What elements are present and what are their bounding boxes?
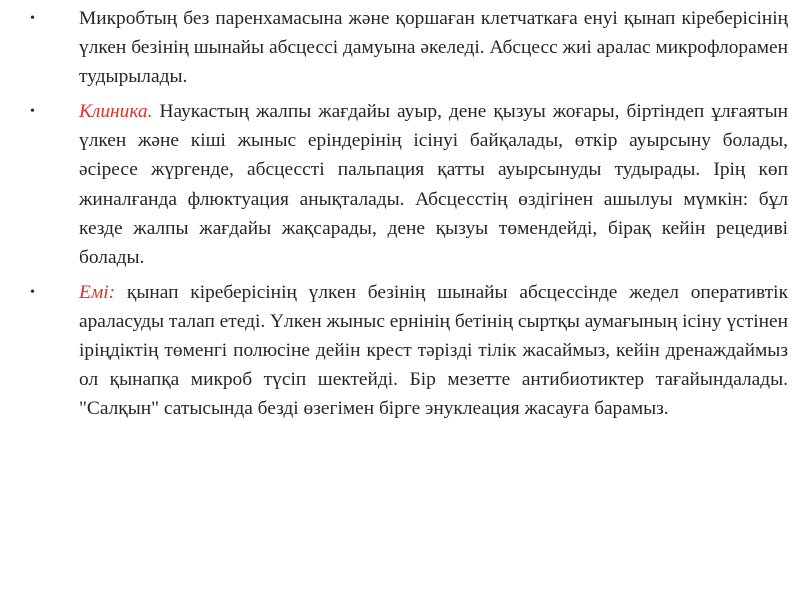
paragraph-pathogenesis (0, 4, 788, 91)
bullet-icon: • (30, 104, 35, 120)
paragraph-treatment (0, 278, 788, 423)
paragraph-text: Микробтың без паренхамасына және қоршаған клетчаткаға енуі қынап кіреберісінің үлкен безінің шынайы абсцессі дамуына әкеледі. Абсцесс жиі аралас микрофлорамен тудырылады. (79, 8, 788, 88)
paragraph-text: Наукастың жалпы жағдайы ауыр, дене қызуы жоғары, біртіндеп ұлғаятын үлкен және кіші жыныс еріндерінің ісінуі байқалады, өткір ауырсыну болады, әсіресе жүргенде, абсцессті пальпация қатты ауырсынуды тудырады. Ірің көп жиналғанда флюктуация анықталады. Абсцесстің өздігінен ашылуы мүмкін: бұл кезде жалпы жағдайы жақсарады, дене қызуы төмендейді, бірақ кейін рецедиві болады. (79, 101, 788, 268)
bullet-list (0, 4, 788, 423)
paragraph-text: қынап кіреберісінің үлкен безінің шынайы абсцессінде жедел оперативтік араласуды талап етеді. Үлкен жыныс ернінің бетінің сыртқы аумағының ісіну үстінен іріңдіктің төменгі полюсіне дейін крест тәрізді тілік жасаймыз, кейін дренаждаймыз ол қынапқа микроб түсіп шектейді. Бір мезетте антибиотиктер тағайындалады. "Салқын" сатысында безді өзегімен бірге энуклеация жасауға барамыз. (79, 281, 788, 420)
paragraph-lead-treatment: Емі: (79, 281, 116, 303)
paragraph-clinic (0, 97, 788, 272)
bullet-icon: • (30, 11, 35, 26)
paragraph-lead-clinic: Клиника. (79, 101, 153, 123)
bullet-icon: • (30, 284, 35, 300)
